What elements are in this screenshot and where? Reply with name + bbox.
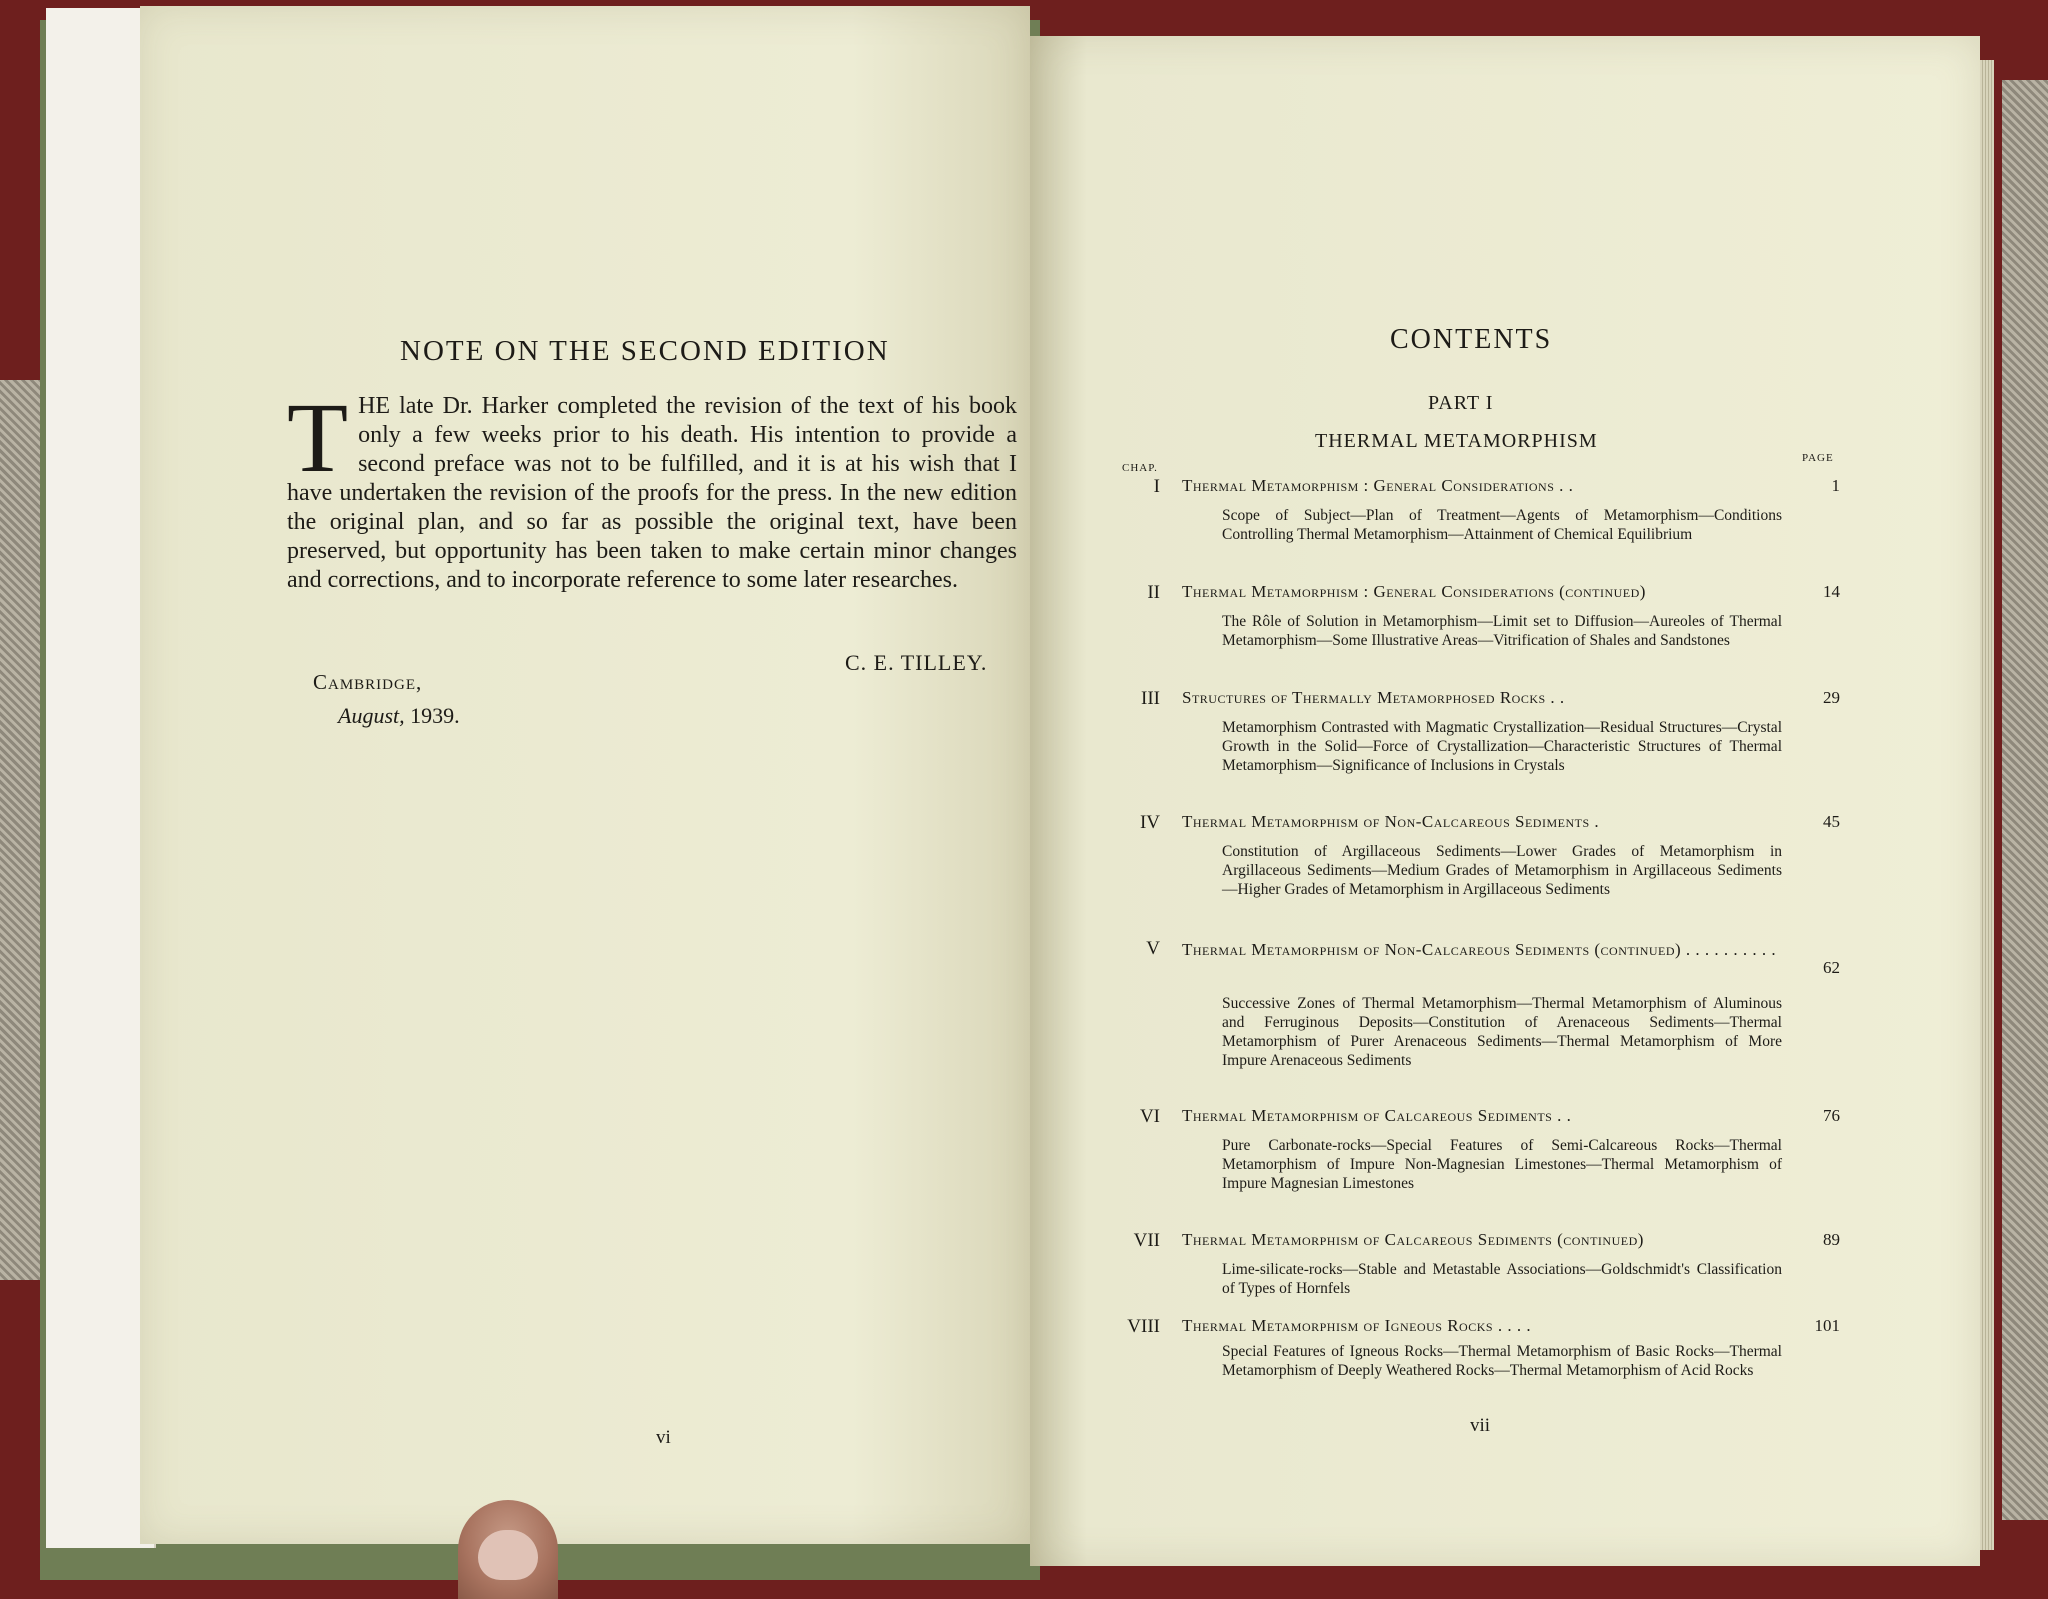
part-title: THERMAL METAMORPHISM — [1315, 430, 1598, 452]
thumbnail-nail — [478, 1530, 538, 1580]
chapter-title: Thermal Metamorphism of Calcareous Sediments (continued) — [1182, 1230, 1644, 1249]
drop-cap: T — [287, 382, 349, 493]
chapter-number: VII — [1133, 1230, 1160, 1251]
chapter-page: 76 — [1823, 1106, 1840, 1125]
chapter-title: Thermal Metamorphism : General Considerations (continued) — [1182, 582, 1646, 601]
chapter-summary: Metamorphism Contrasted with Magmatic Crystallization—Residual Structures—Crystal Growth in the Solid—Force of Crystallization—Characteristic Structures of Thermal Metamorphism—Significance of Inclusions in Crystals — [1222, 719, 1782, 774]
chapter-page: 1 — [1831, 476, 1840, 495]
note-body — [287, 382, 1017, 595]
chapter-page: 62 — [1823, 958, 1840, 977]
note-title: NOTE ON THE SECOND EDITION — [400, 335, 890, 367]
chapter-number: VIII — [1127, 1316, 1160, 1337]
contents-title: CONTENTS — [1390, 324, 1553, 355]
chapter-summary: Scope of Subject—Plan of Treatment—Agents of Metamorphism—Conditions Controlling Thermal Metamorphism—Attainment of Chemical Equilibrium — [1222, 507, 1782, 543]
chapter-summary: Special Features of Igneous Rocks—Thermal Metamorphism of Basic Rocks—Thermal Metamorphism of Deeply Weathered Rocks—Thermal Metamorphism of Acid Rocks — [1222, 1343, 1782, 1379]
chapter-title: Thermal Metamorphism of Calcareous Sediments . . — [1182, 1106, 1572, 1125]
chapter-title: Thermal Metamorphism of Non-Calcareous Sediments . — [1182, 812, 1600, 831]
note-text: HE late Dr. Harker completed the revision of the text of his book only a few weeks prior to his death. His intention to provide a second preface was not to be fulfilled, and it is at his wish that I have undertaken the revision of the proofs for the press. In the new edition the original plan, and so far as possible the original text, have been preserved, but opportunity has been taken to make certain minor changes and corrections, and to incorporate reference to some later researches. — [287, 393, 1017, 593]
chapter-title: Thermal Metamorphism of Igneous Rocks . . . . — [1182, 1316, 1532, 1335]
folio-left: vi — [656, 1427, 671, 1448]
chapter-title: Thermal Metamorphism : General Considerations . . — [1182, 476, 1574, 495]
page-heading: PAGE — [1802, 452, 1834, 464]
chapter-summary: Constitution of Argillaceous Sediments—Lower Grades of Metamorphism in Argillaceous Sediments—Medium Grades of Metamorphism in Argillaceous Sediments—Higher Grades of Metamorphism in Argillaceous Sediments — [1222, 843, 1782, 898]
chapter-number: I — [1153, 476, 1160, 497]
chapter-title: Thermal Metamorphism of Non-Calcareous Sediments (continued) . . . . . . . . . . — [1182, 940, 1777, 959]
chapter-summary: Successive Zones of Thermal Metamorphism—Thermal Metamorphism of Aluminous and Ferruginous Deposits—Constitution of Arenaceous Sediments—Thermal Metamorphism of Purer Arenaceous Sediments—Thermal Metamorphism of More Impure Arenaceous Sediments — [1222, 995, 1782, 1069]
chapter-summary: The Rôle of Solution in Metamorphism—Limit set to Diffusion—Aureoles of Thermal Metamorphism—Some Illustrative Areas—Vitrification of Shales and Sandstones — [1222, 613, 1782, 649]
chapter-summary: Lime-silicate-rocks—Stable and Metastable Associations—Goldschmidt's Classification of Types of Hornfels — [1222, 1261, 1782, 1297]
folio-right: vii — [1470, 1415, 1491, 1436]
part-label: PART I — [1428, 392, 1494, 414]
signature: C. E. TILLEY. — [845, 650, 988, 675]
page-edges — [1980, 60, 1994, 1550]
chapter-page: 29 — [1823, 688, 1840, 707]
chapter-number: IV — [1139, 812, 1160, 833]
place: Cambridge, — [313, 670, 423, 694]
chap-heading: CHAP. — [1122, 462, 1158, 474]
cloth-binding-right — [2002, 80, 2048, 1520]
date — [338, 703, 460, 729]
chapter-number: V — [1146, 938, 1160, 959]
date-month: August, — [338, 703, 405, 728]
right-page — [1030, 36, 1980, 1566]
chapter-number: VI — [1139, 1106, 1160, 1127]
chapter-page: 45 — [1823, 812, 1840, 831]
left-page — [140, 6, 1030, 1544]
date-year: 1939. — [410, 703, 460, 728]
chapter-page: 89 — [1823, 1230, 1840, 1249]
chapter-summary: Pure Carbonate-rocks—Special Features of Semi-Calcareous Rocks—Thermal Metamorphism of Impure Non-Magnesian Limestones—Thermal Metamorphism of Impure Magnesian Limestones — [1222, 1137, 1782, 1192]
chapter-title: Structures of Thermally Metamorphosed Rocks . . — [1182, 688, 1565, 707]
chapter-number: III — [1141, 688, 1160, 709]
chapter-number: II — [1147, 582, 1160, 603]
chapter-page: 14 — [1823, 582, 1840, 601]
chapter-page: 101 — [1814, 1316, 1840, 1335]
